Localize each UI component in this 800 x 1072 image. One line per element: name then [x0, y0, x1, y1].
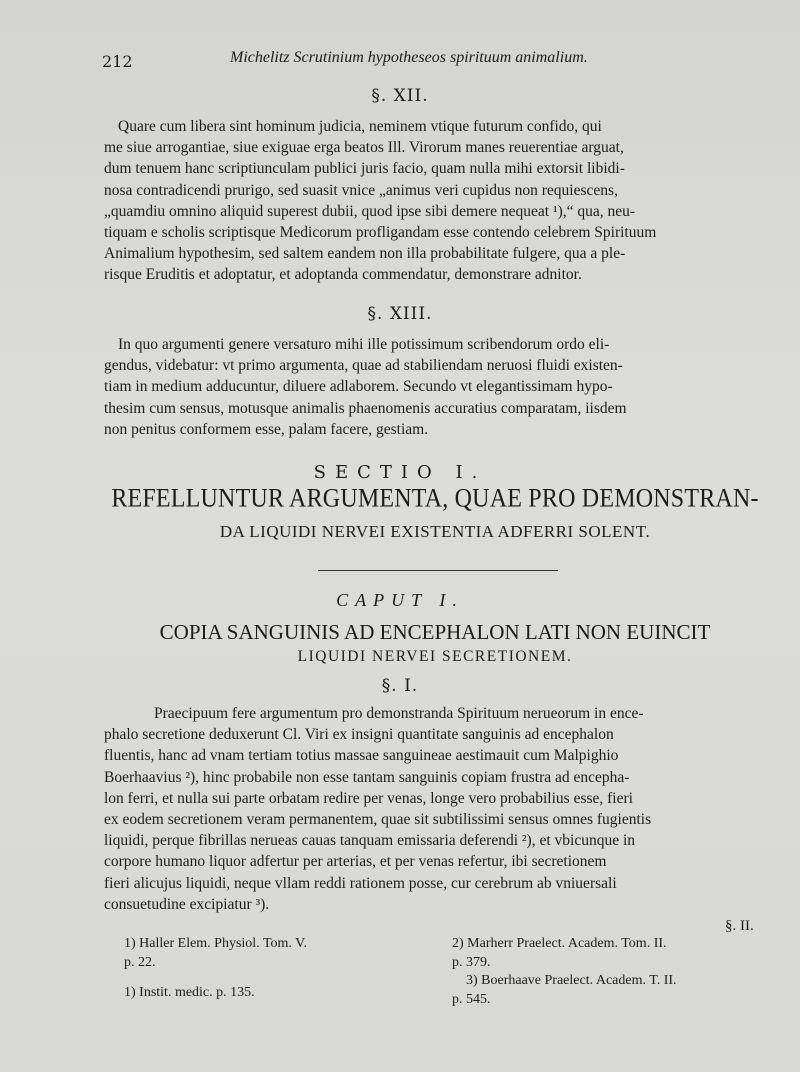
- text-line: Boerhaavius ²), hinc probabile non esse tantam sanguinis copiam frustra ad encepha-: [104, 768, 630, 786]
- text-line: fluentis, hanc ad vnam tertiam totius massae sanguineae aestimauit cum Malpighio: [104, 747, 619, 765]
- sectio-title-line-2: DA LIQUIDI NERVEI EXISTENTIA ADFERRI SOLENT.: [219, 522, 651, 541]
- text-line: lon ferri, et nulla sui parte orbatam redire per venas, longe vero probabilius esse, fieri: [104, 789, 633, 807]
- caput-title-line-2: LIQUIDI NERVEI SECRETIONEM.: [297, 648, 573, 665]
- text-line: non penitus conformem esse, palam facere, gestiam.: [104, 420, 429, 438]
- text-line: fieri alicujus liquidi, neque vllam reddi rationem posse, cur cerebrum ab vniuersali: [104, 874, 617, 892]
- text-line: liquidi, perque fibrillas nerueas cauas tanquam emissaria deferendi ²), et vbicunque in: [104, 832, 636, 850]
- caput-title-line-1: COPIA SANGUINIS AD ENCEPHALON LATI NON EUINCIT: [159, 620, 711, 644]
- footnote-right-1-cont: p. 379.: [452, 955, 491, 970]
- text-line: In quo argumenti genere versaturo mihi ille potissimum scribendorum ordo eli-: [118, 336, 610, 353]
- section-12-paragraph: [104, 116, 764, 286]
- text-line: risque Eruditis et adoptatur, et adoptanda commendatur, demonstrare adnitor.: [104, 266, 582, 284]
- sectio-label: SECTIO I.: [313, 462, 487, 483]
- footnote-right-2-cont: p. 545.: [452, 992, 491, 1007]
- text-line: me siue arrogantiae, siue exiguae erga beatos Ill. Virorum manes reuerentiae arguat,: [104, 139, 624, 157]
- running-title: Michelitz Scrutinium hypotheseos spirituum animalium.: [230, 49, 588, 66]
- section-13-paragraph: [104, 334, 764, 440]
- text-line: thesim cum sensus, motusque animalis phaenomenis accuratius comparatam, iisdem: [104, 399, 627, 417]
- section-12-heading: §. XII.: [371, 86, 429, 106]
- text-line: ex eodem secretionem veram permanentem, quae sit subtilissimi sensus omnes fugientis: [104, 811, 652, 829]
- text-line: Animalium hypothesim, sed saltem eandem non illa probabilitate fulgere, qua a ple-: [104, 245, 626, 263]
- divider-rule: [318, 570, 558, 571]
- text-line: consuetudine excipiatur ³).: [104, 895, 270, 913]
- section-13-heading: §. XIII.: [367, 304, 433, 324]
- footnote-left-1-cont: p. 22.: [124, 955, 156, 970]
- text-line: dum tenuem hanc scriptiunculam publici juris facio, quam nulla mihi extorsit libidi-: [104, 160, 625, 178]
- section-1-heading: §. I.: [381, 676, 419, 696]
- text-line: phalo secretione deduxerunt Cl. Viri ex insigni quantitate sanguinis ad encephalon: [104, 726, 614, 744]
- footnote-left-1: 1) Haller Elem. Physiol. Tom. V.: [124, 936, 307, 951]
- text-line: „quamdiu omnino aliquid superest dubii, quod ipse sibi demere nequeat ¹),“ qua, neu-: [104, 202, 636, 220]
- text-line: tiquam e scholis scriptisque Medicorum profligandam esse contendo celebrem Spirituum: [104, 224, 657, 242]
- text-line: Praecipuum fere argumentum pro demonstranda Spirituum nerueorum in ence-: [154, 705, 644, 722]
- text-line: nosa contradicendi prurigo, sed suasit vnice „animus veri cupidus non requiescens,: [104, 181, 618, 199]
- footnote-right-2: 3) Boerhaave Praelect. Academ. T. II.: [466, 973, 677, 988]
- sectio-title-line-1: REFELLUNTUR ARGUMENTA, QUAE PRO DEMONSTRAN-: [111, 484, 759, 513]
- footnote-right-1: 2) Marherr Praelect. Academ. Tom. II.: [452, 936, 667, 951]
- catchword: §. II.: [725, 918, 754, 934]
- footnote-left-2: 1) Instit. medic. p. 135.: [124, 985, 255, 1000]
- text-line: Quare cum libera sint hominum judicia, neminem vtique futurum confido, qui: [118, 118, 602, 135]
- text-line: gendus, videbatur: vt primo argumenta, quae ad stabiliendam neruosi fluidi existen-: [104, 357, 623, 375]
- caput-label: CAPUT I.: [336, 590, 464, 610]
- page-number: 212: [102, 52, 133, 71]
- text-line: corpore humano liquor adfertur per arterias, et per venas refertur, ibi secretionem: [104, 853, 607, 871]
- section-1-paragraph: [104, 703, 764, 915]
- text-line: tiam in medium adducuntur, diluere adlaborem. Secundo vt elegantissimam hypo-: [104, 378, 613, 396]
